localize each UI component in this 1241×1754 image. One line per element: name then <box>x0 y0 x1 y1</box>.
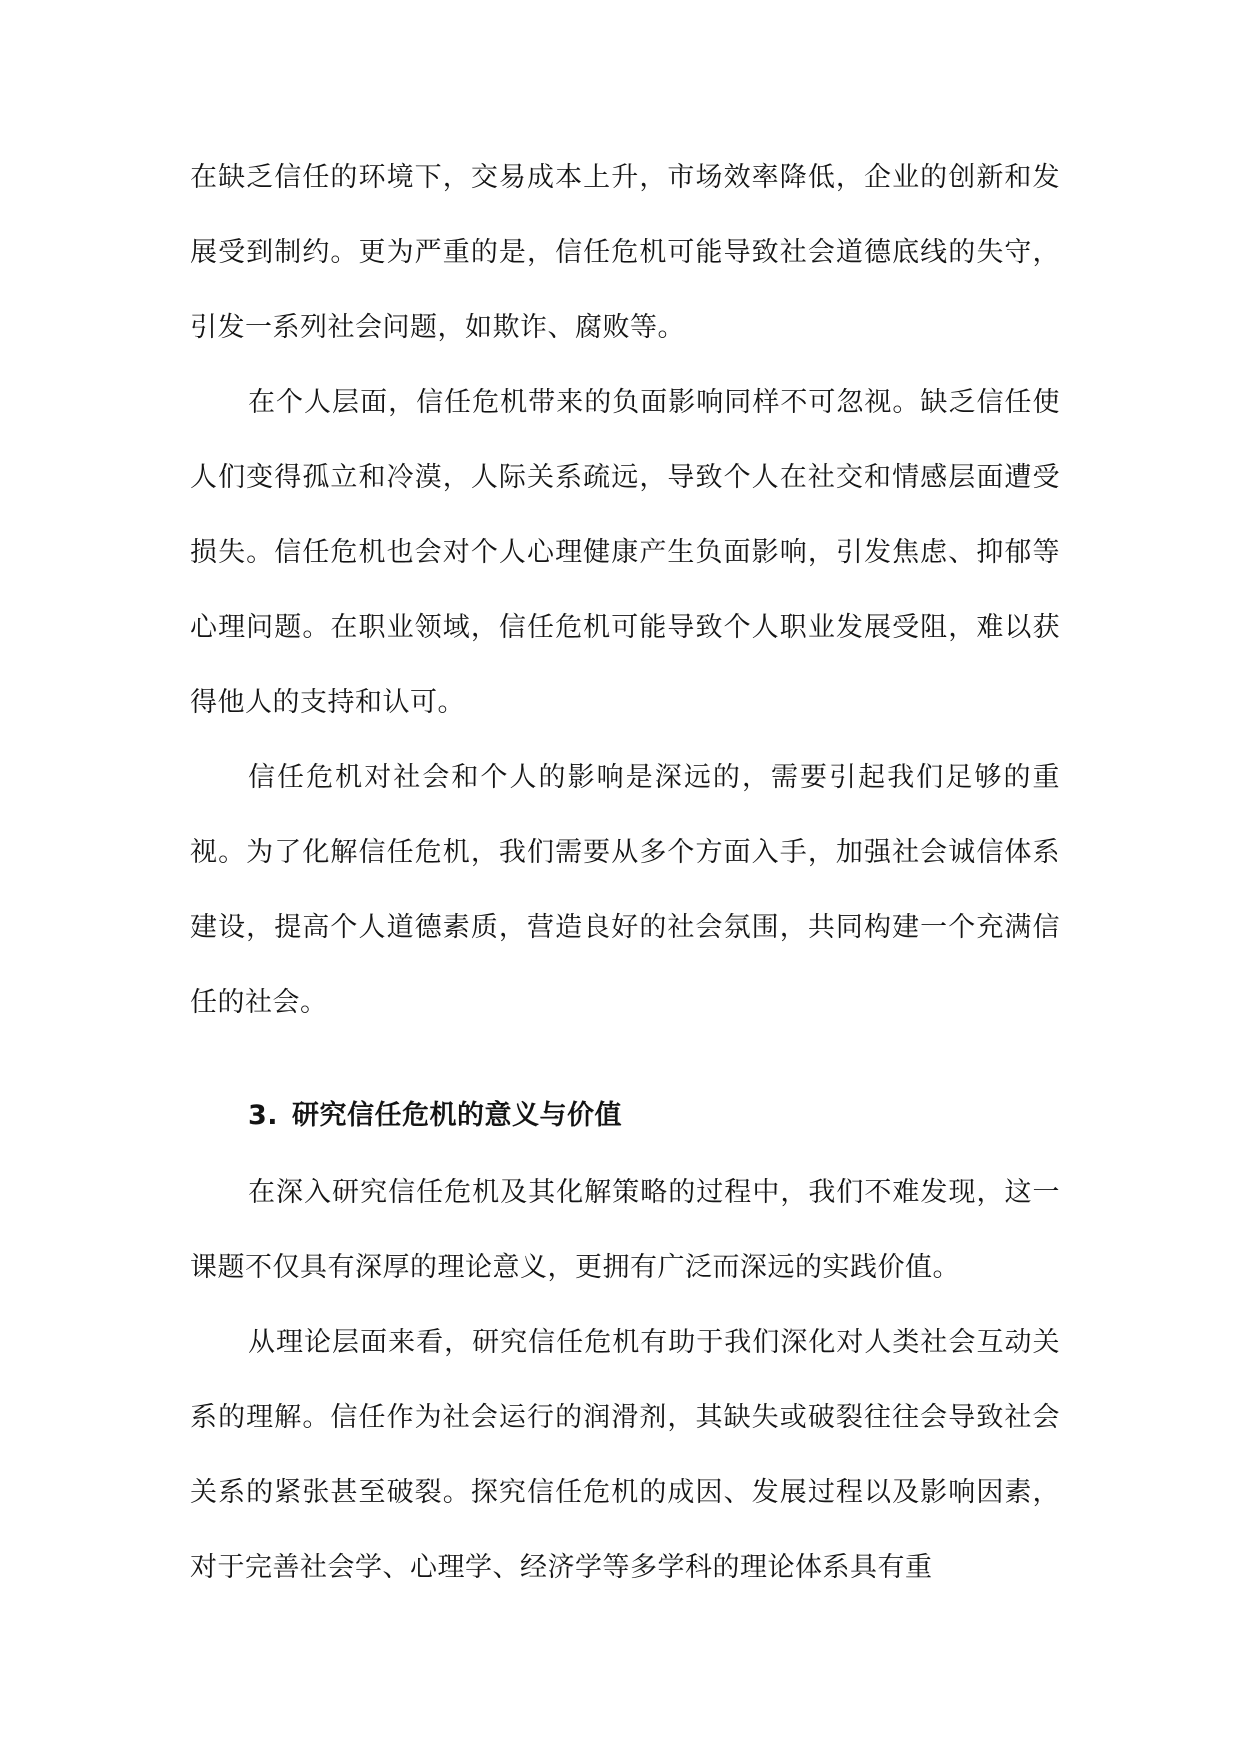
paragraph-intro: 在深入研究信任危机及其化解策略的过程中，我们不难发现，这一课题不仅具有深厚的理论意义，更拥有广泛而深远的实践价值。 <box>190 1177 1060 1283</box>
section-number: 3. <box>248 1100 279 1131</box>
paragraph-theory: 从理论层面来看，研究信任危机有助于我们深化对人类社会互动关系的理解。信任作为社会运行的润滑剂，其缺失或破裂往往会导致社会关系的紧张甚至破裂。探究信任危机的成因、发展过程以及影响因素，对于完善社会学、心理学、经济学等多学科的理论体系具有重 <box>190 1327 1060 1583</box>
paragraph-continued: 在缺乏信任的环境下，交易成本上升，市场效率降低，企业的创新和发展受到制约。更为严重的是，信任危机可能导致社会道德底线的失守，引发一系列社会问题，如欺诈、腐败等。 <box>190 162 1060 343</box>
paragraph-conclusion: 信任危机对社会和个人的影响是深远的，需要引起我们足够的重视。为了化解信任危机，我们需要从多个方面入手，加强社会诚信体系建设，提高个人道德素质，营造良好的社会氛围，共同构建一个充满信任的社会。 <box>190 762 1060 1018</box>
paragraph-personal-impact: 在个人层面，信任危机带来的负面影响同样不可忽视。缺乏信任使人们变得孤立和冷漠，人际关系疏远，导致个人在社交和情感层面遭受损失。信任危机也会对个人心理健康产生负面影响，引发焦虑、抑郁等心理问题。在职业领域，信任危机可能导致个人职业发展受阻，难以获得他人的支持和认可。 <box>190 387 1060 718</box>
section-title: 研究信任危机的意义与价值 <box>292 1100 623 1131</box>
section-heading <box>190 1040 1060 1155</box>
document-page <box>190 140 1060 1605</box>
